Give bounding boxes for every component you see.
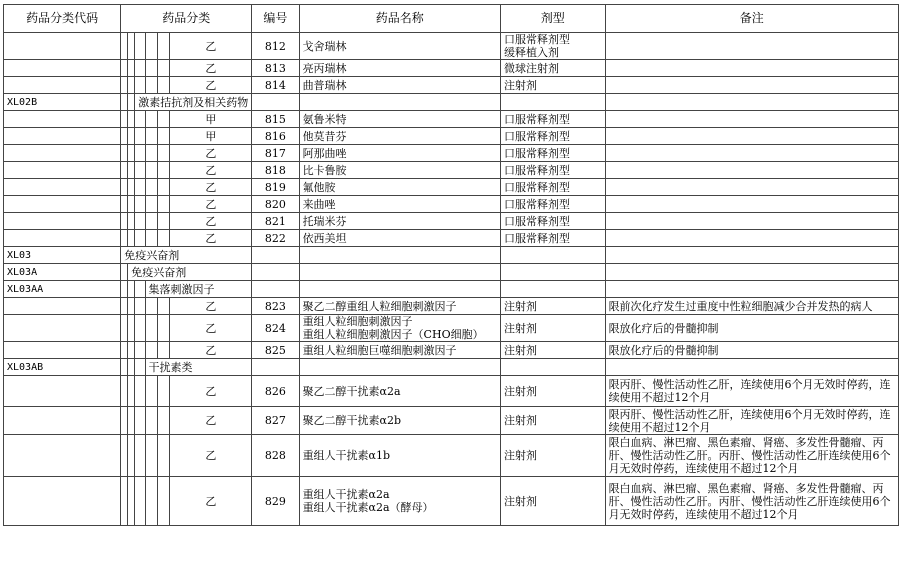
dosage-form-cell: 口服常释剂型 [500,230,605,247]
drug-row [4,128,899,145]
remarks-cell [605,179,898,196]
dosage-form-cell: 注射剂 [500,435,605,477]
indent-cell [157,196,169,213]
remarks-cell [605,359,898,376]
indent-cell [121,128,128,145]
dosage-form-cell [500,281,605,298]
indent-cell [145,196,157,213]
drug-name-cell: 来曲唑 [299,196,500,213]
dosage-form-cell: 注射剂 [500,298,605,315]
dosage-form-cell: 注射剂 [500,376,605,407]
category-code [4,213,121,230]
drug-name-cell: 他莫昔芬 [299,128,500,145]
remarks-cell [605,77,898,94]
number-cell: 813 [252,60,299,77]
dosage-form-cell: 口服常释剂型 缓释植入剂 [500,33,605,60]
category-code [4,179,121,196]
remarks-cell: 限放化疗后的骨髓抑制 [605,315,898,342]
remarks-cell [605,128,898,145]
indent-cell [135,145,145,162]
indent-cell [128,213,135,230]
header-remarks: 备注 [605,5,898,33]
header-number: 编号 [252,5,299,33]
level-cell: 乙 [170,60,252,77]
indent-cell [128,230,135,247]
indent-cell [128,128,135,145]
category-row [4,264,899,281]
indent-cell [121,264,128,281]
indent-cell [128,145,135,162]
indent-cell [128,298,135,315]
indent-cell [128,376,135,407]
indent-cell [128,94,135,111]
dosage-form-cell: 口服常释剂型 [500,213,605,230]
indent-cell [145,376,157,407]
number-cell [252,94,299,111]
drug-name-cell [299,264,500,281]
level-cell: 乙 [170,376,252,407]
dosage-form-cell: 注射剂 [500,315,605,342]
indent-cell [121,213,128,230]
level-cell: 乙 [170,407,252,435]
number-cell: 821 [252,213,299,230]
category-code [4,342,121,359]
drug-name-cell: 戈舍瑞林 [299,33,500,60]
indent-cell [157,342,169,359]
indent-cell [128,315,135,342]
indent-cell [135,298,145,315]
drug-row [4,77,899,94]
remarks-cell [605,247,898,264]
drug-row [4,342,899,359]
indent-cell [121,298,128,315]
dosage-form-cell: 口服常释剂型 [500,111,605,128]
category-code [4,298,121,315]
remarks-cell: 限白血病、淋巴瘤、黑色素瘤、肾癌、多发性骨髓瘤、丙肝、慢性活动性乙肝。丙肝、慢性活动性乙肝连续使用6个月无效时停药，连续使用不超过12个月 [605,477,898,526]
drug-name-cell: 重组人粒细胞刺激因子 重组人粒细胞刺激因子（CHO细胞） [299,315,500,342]
indent-cell [145,128,157,145]
indent-cell [121,376,128,407]
dosage-form-cell: 口服常释剂型 [500,145,605,162]
dosage-form-cell: 口服常释剂型 [500,128,605,145]
drug-row [4,315,899,342]
drug-row [4,407,899,435]
indent-cell [135,60,145,77]
indent-cell [135,111,145,128]
remarks-cell: 限丙肝、慢性活动性乙肝，连续使用6个月无效时停药，连续使用不超过12个月 [605,407,898,435]
drug-row [4,376,899,407]
level-cell: 乙 [170,162,252,179]
drug-name-cell: 阿那曲唑 [299,145,500,162]
indent-cell [121,477,128,526]
number-cell: 828 [252,435,299,477]
category-row [4,94,899,111]
drug-name-cell: 重组人粒细胞巨噬细胞刺激因子 [299,342,500,359]
drug-name-cell: 重组人干扰素α2a 重组人干扰素α2a（酵母） [299,477,500,526]
indent-cell [135,213,145,230]
remarks-cell: 限前次化疗发生过重度中性粒细胞减少合并发热的病人 [605,298,898,315]
indent-cell [128,477,135,526]
drug-name-cell: 重组人干扰素α1b [299,435,500,477]
dosage-form-cell: 注射剂 [500,342,605,359]
category-code [4,196,121,213]
level-cell: 乙 [170,179,252,196]
indent-cell [145,145,157,162]
indent-cell [145,213,157,230]
indent-cell [121,162,128,179]
number-cell: 817 [252,145,299,162]
indent-cell [135,230,145,247]
drug-row [4,33,899,60]
remarks-cell [605,111,898,128]
number-cell [252,247,299,264]
indent-cell [157,162,169,179]
level-cell: 乙 [170,230,252,247]
category-code [4,407,121,435]
indent-cell [145,179,157,196]
number-cell: 816 [252,128,299,145]
indent-cell [157,230,169,247]
indent-cell [135,407,145,435]
drug-row [4,60,899,77]
drug-row [4,145,899,162]
indent-cell [128,162,135,179]
indent-cell [128,407,135,435]
indent-cell [157,128,169,145]
indent-cell [135,179,145,196]
drug-name-cell [299,247,500,264]
indent-cell [157,435,169,477]
number-cell: 825 [252,342,299,359]
indent-cell [128,435,135,477]
dosage-form-cell: 微球注射剂 [500,60,605,77]
indent-cell [135,77,145,94]
level-cell: 甲 [170,111,252,128]
indent-cell [145,60,157,77]
number-cell: 819 [252,179,299,196]
level-cell: 乙 [170,213,252,230]
indent-cell [135,359,145,376]
header-category-code: 药品分类代码 [4,5,121,33]
indent-cell [121,359,128,376]
drug-row [4,179,899,196]
level-cell: 乙 [170,477,252,526]
drug-row [4,196,899,213]
indent-cell [128,33,135,60]
header-dosage-form: 剂型 [500,5,605,33]
category-code [4,376,121,407]
category-code: XL03AA [4,281,121,298]
level-cell: 乙 [170,435,252,477]
indent-cell [128,60,135,77]
category-code [4,111,121,128]
category-code [4,435,121,477]
indent-cell [121,230,128,247]
indent-cell [157,477,169,526]
category-label: 激素拮抗剂及相关药物 [135,94,252,111]
drug-name-cell: 依西美坦 [299,230,500,247]
category-code: XL03AB [4,359,121,376]
drug-name-cell: 比卡鲁胺 [299,162,500,179]
remarks-cell [605,264,898,281]
indent-cell [121,315,128,342]
drug-name-cell: 曲普瑞林 [299,77,500,94]
indent-cell [135,477,145,526]
drug-name-cell: 氟他胺 [299,179,500,196]
dosage-form-cell [500,247,605,264]
drug-row [4,477,899,526]
indent-cell [135,376,145,407]
indent-cell [121,111,128,128]
drug-name-cell [299,94,500,111]
category-label: 免疫兴奋剂 [121,247,252,264]
indent-cell [128,342,135,359]
dosage-form-cell: 注射剂 [500,407,605,435]
header-category: 药品分类 [121,5,252,33]
remarks-cell [605,230,898,247]
category-code: XL03 [4,247,121,264]
indent-cell [135,128,145,145]
drug-row [4,162,899,179]
indent-cell [145,111,157,128]
drug-name-cell: 聚乙二醇干扰素α2a [299,376,500,407]
category-row [4,359,899,376]
drug-name-cell [299,281,500,298]
dosage-form-cell [500,264,605,281]
indent-cell [121,145,128,162]
level-cell: 乙 [170,298,252,315]
number-cell: 824 [252,315,299,342]
number-cell [252,264,299,281]
drug-catalog-table [3,4,899,526]
indent-cell [121,33,128,60]
dosage-form-cell: 口服常释剂型 [500,162,605,179]
table-body [4,33,899,526]
level-cell: 乙 [170,342,252,359]
number-cell: 815 [252,111,299,128]
indent-cell [145,230,157,247]
indent-cell [157,60,169,77]
indent-cell [145,77,157,94]
indent-cell [135,435,145,477]
indent-cell [157,179,169,196]
indent-cell [121,77,128,94]
number-cell [252,359,299,376]
indent-cell [121,60,128,77]
indent-cell [145,298,157,315]
category-code [4,477,121,526]
remarks-cell [605,213,898,230]
indent-cell [135,33,145,60]
drug-name-cell: 聚乙二醇干扰素α2b [299,407,500,435]
remarks-cell [605,60,898,77]
header-drug-name: 药品名称 [299,5,500,33]
indent-cell [157,407,169,435]
number-cell: 827 [252,407,299,435]
level-cell: 甲 [170,128,252,145]
indent-cell [145,342,157,359]
drug-name-cell: 托瑞米芬 [299,213,500,230]
level-cell: 乙 [170,315,252,342]
indent-cell [135,196,145,213]
number-cell [252,281,299,298]
remarks-cell: 限白血病、淋巴瘤、黑色素瘤、肾癌、多发性骨髓瘤、丙肝、慢性活动性乙肝。丙肝、慢性活动性乙肝连续使用6个月无效时停药，连续使用不超过12个月 [605,435,898,477]
category-label: 干扰素类 [145,359,252,376]
indent-cell [135,281,145,298]
category-code [4,77,121,94]
indent-cell [128,281,135,298]
level-cell: 乙 [170,196,252,213]
indent-cell [121,196,128,213]
indent-cell [128,196,135,213]
indent-cell [157,376,169,407]
drug-row [4,298,899,315]
number-cell: 814 [252,77,299,94]
category-code: XL02B [4,94,121,111]
indent-cell [157,111,169,128]
indent-cell [121,407,128,435]
remarks-cell [605,145,898,162]
level-cell: 乙 [170,77,252,94]
remarks-cell: 限丙肝、慢性活动性乙肝，连续使用6个月无效时停药，连续使用不超过12个月 [605,376,898,407]
indent-cell [128,111,135,128]
indent-cell [145,435,157,477]
indent-cell [135,315,145,342]
indent-cell [145,315,157,342]
remarks-cell [605,94,898,111]
drug-row [4,213,899,230]
header-row [4,5,899,33]
category-label: 免疫兴奋剂 [128,264,252,281]
category-code [4,60,121,77]
indent-cell [145,33,157,60]
category-code [4,230,121,247]
category-code [4,33,121,60]
dosage-form-cell: 口服常释剂型 [500,196,605,213]
number-cell: 812 [252,33,299,60]
number-cell: 829 [252,477,299,526]
indent-cell [145,162,157,179]
drug-name-cell: 氨鲁米特 [299,111,500,128]
indent-cell [157,298,169,315]
level-cell: 乙 [170,145,252,162]
category-row [4,281,899,298]
level-cell: 乙 [170,33,252,60]
dosage-form-cell: 口服常释剂型 [500,179,605,196]
drug-row [4,230,899,247]
category-code [4,315,121,342]
indent-cell [121,179,128,196]
indent-cell [145,477,157,526]
indent-cell [121,435,128,477]
drug-row [4,111,899,128]
dosage-form-cell: 注射剂 [500,477,605,526]
category-code: XL03A [4,264,121,281]
dosage-form-cell: 注射剂 [500,77,605,94]
drug-name-cell: 亮丙瑞林 [299,60,500,77]
category-label: 集落刺激因子 [145,281,252,298]
indent-cell [157,77,169,94]
drug-name-cell: 聚乙二醇重组人粒细胞刺激因子 [299,298,500,315]
number-cell: 826 [252,376,299,407]
remarks-cell [605,162,898,179]
dosage-form-cell [500,94,605,111]
drug-row [4,435,899,477]
number-cell: 820 [252,196,299,213]
remarks-cell: 限放化疗后的骨髓抑制 [605,342,898,359]
indent-cell [121,94,128,111]
category-code [4,128,121,145]
indent-cell [157,315,169,342]
indent-cell [157,213,169,230]
indent-cell [157,145,169,162]
indent-cell [135,342,145,359]
indent-cell [128,179,135,196]
category-row [4,247,899,264]
indent-cell [121,342,128,359]
remarks-cell [605,33,898,60]
number-cell: 823 [252,298,299,315]
indent-cell [157,33,169,60]
indent-cell [135,162,145,179]
category-code [4,145,121,162]
indent-cell [128,359,135,376]
indent-cell [121,281,128,298]
number-cell: 822 [252,230,299,247]
dosage-form-cell [500,359,605,376]
remarks-cell [605,281,898,298]
drug-name-cell [299,359,500,376]
remarks-cell [605,196,898,213]
indent-cell [128,77,135,94]
category-code [4,162,121,179]
number-cell: 818 [252,162,299,179]
indent-cell [145,407,157,435]
